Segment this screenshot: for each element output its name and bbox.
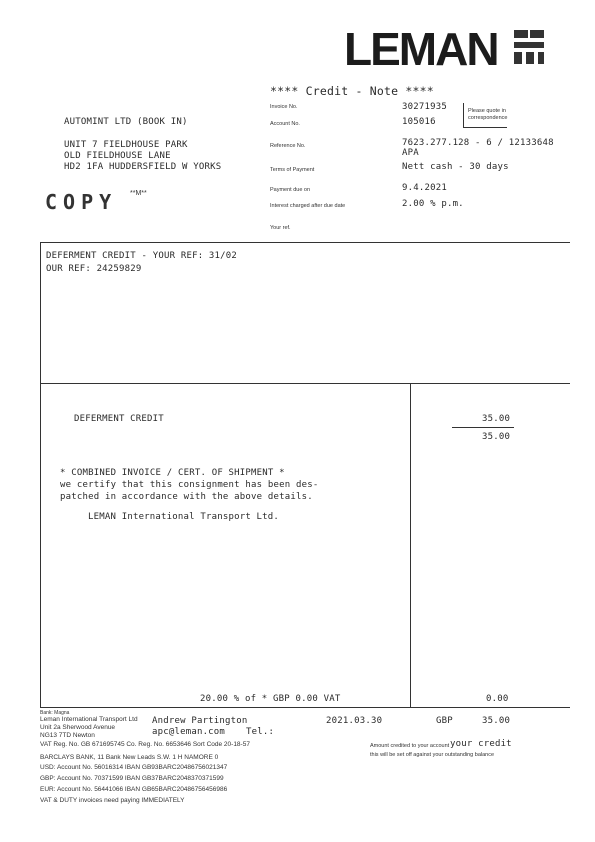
- vat-duty-note: VAT & DUTY invoices need paying IMMEDIATELY: [40, 797, 185, 804]
- reference-sub-value: APA: [402, 148, 419, 158]
- payment-due-value: 9.4.2021: [402, 183, 447, 193]
- note-certify-line-1: we certify that this consignment has been des-: [60, 480, 319, 490]
- account-no-label: Account No.: [270, 121, 300, 127]
- credit-small-label: Amount credited to your account: [370, 743, 450, 749]
- top-rule: [40, 242, 570, 243]
- contact-name: Andrew Partington: [152, 716, 248, 726]
- footer-company-4: NG13 7TD Newton: [40, 732, 95, 739]
- please-quote-note: Please quote in correspondence: [468, 108, 508, 121]
- terms-label: Terms of Payment: [270, 167, 315, 173]
- bank-line-usd: USD: Account No. 56016314 IBAN GB93BARC20486756021347: [40, 764, 228, 771]
- frame-left: [40, 242, 41, 707]
- interest-value: 2.00 % p.m.: [402, 199, 464, 209]
- document-title: **** Credit - Note ****: [270, 84, 434, 98]
- total-amount: 35.00: [482, 716, 511, 726]
- contact-tel: Tel.:: [246, 727, 275, 737]
- contact-email: apc@leman.com: [152, 727, 226, 737]
- line-item-description: DEFERMENT CREDIT: [74, 414, 164, 424]
- frame-bottom: [40, 707, 570, 708]
- amount-underline: [452, 427, 514, 428]
- reference-no-value: 7623.277.128 - 6 / 12133648: [402, 138, 554, 148]
- vat-line: 20.00 % of * GBP 0.00 VAT: [200, 694, 341, 704]
- bank-line-1: BARCLAYS BANK, 11 Bank New Leads S.W. 1 H NAMORE 0: [40, 754, 219, 761]
- address-line-1: AUTOMINT LTD (BOOK IN): [64, 117, 188, 127]
- ref-line-2: OUR REF: 24259829: [46, 264, 142, 274]
- line-item-amount: 35.00: [482, 414, 511, 424]
- footer-company-1: Bank: Magna: [40, 710, 70, 716]
- quote-bracket-base: [463, 127, 507, 128]
- copy-stamp: COPY: [45, 190, 118, 214]
- company-logo: [344, 22, 498, 76]
- note-combined-invoice: * COMBINED INVOICE / CERT. OF SHIPMENT *: [60, 468, 285, 478]
- logo-text: LEMAN: [344, 23, 498, 75]
- note-company-signature: LEMAN International Transport Ltd.: [88, 512, 280, 522]
- copy-mark: **M**: [130, 190, 147, 197]
- payment-due-label: Payment due on: [270, 187, 311, 193]
- your-credit-label: your credit: [450, 739, 512, 749]
- address-line-2: UNIT 7 FIELDHOUSE PARK: [64, 140, 188, 150]
- address-line-3: OLD FIELDHOUSE LANE: [64, 151, 171, 161]
- subtotal-amount: 35.00: [482, 432, 511, 442]
- set-off-note: this will be set off against your outstanding balance: [370, 752, 495, 758]
- invoice-no-label: Invoice No.: [270, 104, 298, 110]
- bank-line-eur: EUR: Account No. 56441066 IBAN GB65BARC20486756456986: [40, 786, 228, 793]
- amount-column-divider: [410, 383, 411, 708]
- ref-line-1: DEFERMENT CREDIT - YOUR REF: 31/02: [46, 251, 238, 261]
- quote-bracket-divider: [463, 103, 464, 127]
- logo-emblem-icon: [512, 28, 548, 68]
- bank-line-gbp: GBP: Account No. 70371599 IBAN GB37BARC2048370371599: [40, 775, 224, 782]
- total-currency: GBP: [436, 716, 453, 726]
- document-date: 2021.03.30: [326, 716, 383, 726]
- footer-company-5: VAT Reg. No. GB 671695745 Co. Reg. No. 6653646 Sort Code 20-18-57: [40, 741, 250, 748]
- note-certify-line-2: patched in accordance with the above details.: [60, 492, 313, 502]
- terms-value: Nett cash - 30 days: [402, 162, 509, 172]
- vat-amount: 0.00: [486, 694, 509, 704]
- footer-company-2: Leman International Transport Ltd: [40, 716, 138, 723]
- your-ref-label: Your ref.: [270, 225, 291, 231]
- address-line-4: HD2 1FA HUDDERSFIELD W YORKS: [64, 162, 222, 172]
- account-no-value: 105016: [402, 117, 436, 127]
- items-header-rule: [40, 383, 570, 384]
- footer-company-3: Unit 2a Sherwood Avenue: [40, 724, 116, 731]
- interest-label: Interest charged after due date: [270, 203, 346, 209]
- invoice-no-value: 30271935: [402, 102, 447, 112]
- reference-no-label: Reference No.: [270, 143, 306, 149]
